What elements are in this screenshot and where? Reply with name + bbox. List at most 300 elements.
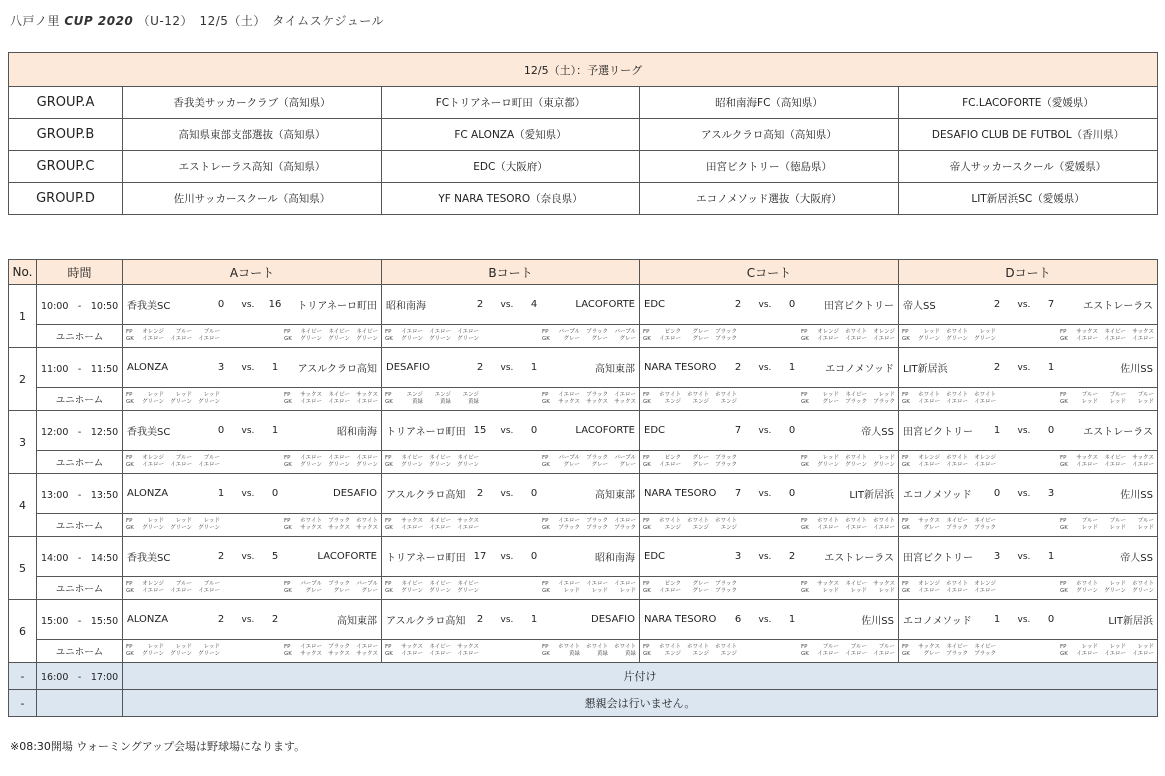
uniform-position: FP [542,455,549,461]
uniform-color: オレンジ [142,581,164,587]
uniform-color: イエロー [918,588,940,594]
uniform-color: サックス [1132,329,1154,335]
vs-label: vs. [1017,362,1031,373]
uniform-position: FP [126,581,133,587]
uniform-block [801,644,895,658]
uniform-color: エンジ [692,651,709,657]
uniform-color: ブラック [715,581,737,587]
away-team: 高知東部 [595,364,635,375]
time-cell [37,537,123,577]
vs-label: vs. [758,551,772,562]
home-team: ALONZA [127,488,169,499]
uniform-block [126,644,220,658]
uniform-color: ブラック [845,399,867,405]
uniform-color: ネイビー [401,581,423,587]
uniform-line [1060,462,1154,469]
uniform-color: パープル [614,329,636,335]
uniform-color: 黄緑 [596,651,608,657]
group-team: エストレーラス高知（高知県） [123,151,382,183]
match-cell [123,285,382,325]
uniform-block [902,518,996,532]
uniform-color: イエロー [300,644,322,650]
slot-number: 1 [9,285,37,348]
uniform-color: サックス [457,518,479,524]
uniform-line [643,588,737,595]
uniform-line [542,518,636,525]
match-cell [899,600,1158,640]
start-time: 16:00 [41,672,69,683]
uniform-color: ブラック [946,525,968,531]
uniform-color: サックス [356,392,378,398]
uniform-color: ネイビー [974,518,996,524]
match-row [9,411,1158,451]
uniform-position: GK [126,336,134,342]
uniform-block [284,581,378,595]
uniform-block [542,329,636,343]
uniform-group [382,581,639,595]
uniform-block [801,581,895,595]
uniform-line [643,329,737,336]
uniform-label: ユニホーム [37,325,123,348]
uniform-color: ネイビー [946,518,968,524]
match-row [9,537,1158,577]
uniform-color: イエロー [401,651,423,657]
end-time: 14:50 [90,552,119,564]
uniform-line [284,392,378,399]
uniform-color: サックス [1076,329,1098,335]
uniform-position: GK [1060,336,1068,342]
uniform-block [902,455,996,469]
uniform-color: イエロー [659,336,681,342]
away-score: 0 [530,488,538,499]
uniform-color: レッド [175,518,192,524]
uniform-line [643,392,737,399]
home-score: 0 [993,488,1001,499]
uniform-color: オレンジ [873,329,895,335]
uniform-color: レッド [878,392,895,398]
uniform-block [1060,392,1154,406]
time-cell [37,600,123,640]
uniform-color: イエロー [170,462,192,468]
uniform-line [542,399,636,406]
uniform-line [385,392,479,399]
home-score: 2 [217,614,225,625]
uniform-color: サックス [873,581,895,587]
extra-message: 片付け [123,663,1158,690]
vs-label: vs. [241,362,255,373]
uniform-line [902,329,996,336]
group-table [8,52,1158,215]
match [382,348,639,387]
home-score: 1 [217,488,225,499]
uniform-group [123,392,381,406]
uniform-color: ブルー [1081,518,1098,524]
uniform-color: レッド [619,588,636,594]
home-team: NARA TESORO [644,488,717,499]
uniform-position: GK [801,336,809,342]
uniform-color: ブラック [328,518,350,524]
uniform-group [382,518,639,532]
uniform-block [284,329,378,343]
uniform-cell [123,514,382,537]
uniform-line [542,525,636,532]
match [123,348,381,387]
start-time: 12:00 [41,426,69,438]
uniform-position: GK [542,462,550,468]
uniform-cell [640,451,899,474]
uniform-color: ホワイト [659,392,681,398]
uniform-position: GK [801,651,809,657]
uniform-line [126,588,220,595]
vs-label: vs. [241,614,255,625]
uniform-position: GK [801,588,809,594]
uniform-color: イエロー [614,518,636,524]
home-team: 田宮ビクトリー [903,553,973,564]
slot-number: - [9,690,37,717]
uniform-cell [899,388,1158,411]
uniform-color: グレー [563,462,580,468]
uniform-color: イエロー [356,644,378,650]
uniform-position: GK [542,651,550,657]
uniform-position: GK [1060,462,1068,468]
uniform-color: ネイビー [1104,329,1126,335]
uniform-color: イエロー [356,399,378,405]
uniform-color: グリーン [918,336,940,342]
uniform-group [382,329,639,343]
uniform-color: イエロー [457,329,479,335]
uniform-color: エンジ [720,525,737,531]
uniform-color: 黄緑 [411,399,423,405]
uniform-color: レッド [1081,399,1098,405]
time-cell [37,663,123,690]
uniform-line [284,581,378,588]
away-score: 1 [271,425,279,436]
match-cell [382,600,640,640]
uniform-line [126,329,220,336]
uniform-line [284,399,378,406]
uniform-color: グリーン [170,525,192,531]
uniform-block [284,455,378,469]
uniform-position: GK [284,462,292,468]
uniform-color: イエロー [558,518,580,524]
uniform-cell [899,325,1158,348]
uniform-color: サックス [401,644,423,650]
uniform-color: ホワイト [659,518,681,524]
uniform-color: ホワイト [715,392,737,398]
uniform-position: FP [902,455,909,461]
away-team: 佐川SS [1120,490,1153,501]
group-team: 昭和南海FC（高知県） [640,87,899,119]
uniform-color: ホワイト [946,581,968,587]
uniform-line [1060,581,1154,588]
vs-label: vs. [758,614,772,625]
away-score: 0 [1047,614,1055,625]
uniform-color: グレー [692,329,709,335]
uniform-block [1060,455,1154,469]
uniform-color: イエロー [1132,336,1154,342]
uniform-color: サックス [918,518,940,524]
uniform-cell [899,514,1158,537]
uniform-line [385,518,479,525]
uniform-color: ネイビー [845,392,867,398]
away-team: LIT新居浜 [1108,616,1153,627]
match-cell [899,537,1158,577]
uniform-line [801,336,895,343]
home-team: EDC [644,425,666,436]
vs-label: vs. [1017,299,1031,310]
uniform-line [902,399,996,406]
uniform-color: イエロー [170,336,192,342]
uniform-color: レッド [147,518,164,524]
home-score: 2 [476,299,484,310]
away-team: 佐川SS [1120,364,1153,375]
uniform-color: ネイビー [457,455,479,461]
home-score: 17 [473,551,487,562]
away-score: 1 [530,362,538,373]
uniform-color: イエロー [918,462,940,468]
uniform-color: オレンジ [918,455,940,461]
away-team: DESAFIO [591,614,635,625]
uniform-line [284,329,378,336]
uniform-position: GK [385,525,393,531]
uniform-color: グレー [923,651,940,657]
uniform-position: FP [643,581,650,587]
uniform-color: レッド [175,644,192,650]
uniform-color: レッド [1109,581,1126,587]
vs-label: vs. [758,299,772,310]
home-team: ALONZA [127,362,169,373]
uniform-color: イエロー [817,336,839,342]
uniform-label: ユニホーム [37,577,123,600]
uniform-color: グレー [305,588,322,594]
match-cell [382,474,640,514]
uniform-color: ブルー [175,455,192,461]
uniform-block [385,455,479,469]
uniform-color: オレンジ [142,329,164,335]
away-team: エストレーラス [1083,427,1153,438]
match-cell [640,411,899,451]
match [640,411,898,450]
away-team: アスルクラロ高知 [297,364,377,375]
away-team: 高知東部 [337,616,377,627]
uniform-block [902,581,996,595]
away-score: 0 [788,425,796,436]
uniform-color: レッド [1109,525,1126,531]
match [123,474,381,513]
end-time: 13:50 [90,489,119,501]
uniform-color: ネイビー [429,644,451,650]
uniform-color: イエロー [1076,462,1098,468]
uniform-color: イエロー [401,329,423,335]
uniform-label: ユニホーム [37,640,123,663]
group-team: YF NARA TESORO（奈良県） [382,183,640,215]
uniform-color: パープル [614,455,636,461]
uniform-color: ブルー [203,455,220,461]
uniform-group [640,581,898,595]
match [382,600,639,639]
uniform-line [126,651,220,658]
uniform-group [382,644,639,658]
uniform-block [284,518,378,532]
group-team: LIT新居浜SC（愛媛県） [899,183,1158,215]
uniform-position: FP [542,644,549,650]
uniform-cell [123,388,382,411]
slot-number: 2 [9,348,37,411]
uniform-color: イエロー [429,651,451,657]
uniform-color: レッド [1137,644,1154,650]
uniform-color: イエロー [918,399,940,405]
match-cell [123,411,382,451]
uniform-color: ブルー [175,329,192,335]
uniform-color: レッド [822,588,839,594]
time-cell [37,411,123,451]
uniform-color: エンジ [720,399,737,405]
uniform-block [643,518,737,532]
uniform-group [123,329,381,343]
uniform-cell [899,640,1158,663]
slot-number: - [9,663,37,690]
uniform-block [284,392,378,406]
uniform-block [126,518,220,532]
uniform-group [123,581,381,595]
away-score: 3 [1047,488,1055,499]
uniform-position: GK [385,399,393,405]
uniform-row [9,577,1158,600]
uniform-group [899,518,1157,532]
uniform-color: サックス [356,651,378,657]
uniform-color: イエロー [1104,462,1126,468]
uniform-color: レッド [147,392,164,398]
uniform-line [801,518,895,525]
home-score: 2 [734,362,742,373]
uniform-color: イエロー [558,392,580,398]
uniform-position: FP [284,581,291,587]
uniform-color: レッド [1109,399,1126,405]
group-name: GROUP.D [9,183,123,215]
match-cell [640,600,899,640]
uniform-color: レッド [203,644,220,650]
uniform-line [542,329,636,336]
match-row [9,474,1158,514]
vs-label: vs. [758,425,772,436]
uniform-position: FP [643,518,650,524]
uniform-color: オレンジ [974,455,996,461]
uniform-line [801,644,895,651]
uniform-position: FP [385,518,392,524]
uniform-line [284,336,378,343]
uniform-block [126,329,220,343]
uniform-color: ホワイト [715,644,737,650]
uniform-color: パープル [356,581,378,587]
uniform-position: FP [801,392,808,398]
uniform-position: FP [1060,644,1067,650]
uniform-block [801,455,895,469]
uniform-color: ホワイト [1132,581,1154,587]
uniform-color: レッド [878,588,895,594]
uniform-line [385,581,479,588]
uniform-position: FP [385,581,392,587]
uniform-group [123,644,381,658]
uniform-color: サックス [328,651,350,657]
home-team: エコノメソッド [903,616,972,627]
uniform-color: レッド [203,392,220,398]
uniform-color: 黄緑 [467,399,479,405]
end-time: 17:00 [90,672,119,683]
uniform-position: FP [542,518,549,524]
uniform-position: GK [284,399,292,405]
vs-label: vs. [500,425,514,436]
uniform-color: イエロー [586,581,608,587]
match-cell [382,285,640,325]
uniform-block [643,581,737,595]
group-team: 田宮ビクトリー（徳島県） [640,151,899,183]
uniform-position: FP [126,455,133,461]
home-team: 昭和南海 [386,301,426,312]
uniform-color: グリーン [1104,588,1126,594]
home-score: 0 [217,299,225,310]
uniform-color: レッド [822,455,839,461]
vs-label: vs. [1017,551,1031,562]
uniform-position: FP [902,329,909,335]
uniform-position: GK [126,525,134,531]
away-score: 5 [271,551,279,562]
uniform-color: グリーン [429,336,451,342]
uniform-block [643,392,737,406]
uniform-position: GK [385,462,393,468]
uniform-position: FP [801,644,808,650]
uniform-line [643,651,737,658]
uniform-color: ブラック [715,588,737,594]
uniform-line [542,581,636,588]
uniform-color: イエロー [817,651,839,657]
time-separator: - [68,363,91,375]
uniform-color: ネイビー [328,329,350,335]
home-score: 0 [217,425,225,436]
uniform-color: ブラック [586,525,608,531]
uniform-color: イエロー [1076,336,1098,342]
uniform-color: グリーン [300,462,322,468]
vs-label: vs. [241,551,255,562]
uniform-color: イエロー [429,525,451,531]
uniform-line [643,462,737,469]
uniform-color: サックス [401,518,423,524]
uniform-color: グリーン [198,399,220,405]
uniform-position: FP [643,392,650,398]
match-cell [899,348,1158,388]
uniform-color: ブルー [822,644,839,650]
vs-label: vs. [1017,614,1031,625]
match-cell [382,537,640,577]
match-cell [899,411,1158,451]
uniform-block [902,329,996,343]
time-cell [37,690,123,717]
uniform-color: グリーン [356,462,378,468]
home-score: 2 [993,362,1001,373]
uniform-color: グリーン [300,336,322,342]
header-time: 時間 [37,260,123,285]
uniform-color: イエロー [974,462,996,468]
away-team: エストレーラス [824,553,894,564]
uniform-color: グリーン [974,336,996,342]
uniform-color: ホワイト [845,455,867,461]
uniform-color: ホワイト [586,644,608,650]
uniform-position: FP [643,644,650,650]
home-team: トリアネーロ町田 [386,427,466,438]
uniform-position: GK [542,525,550,531]
uniform-position: GK [643,336,651,342]
match [899,348,1157,387]
slot-number: 4 [9,474,37,537]
